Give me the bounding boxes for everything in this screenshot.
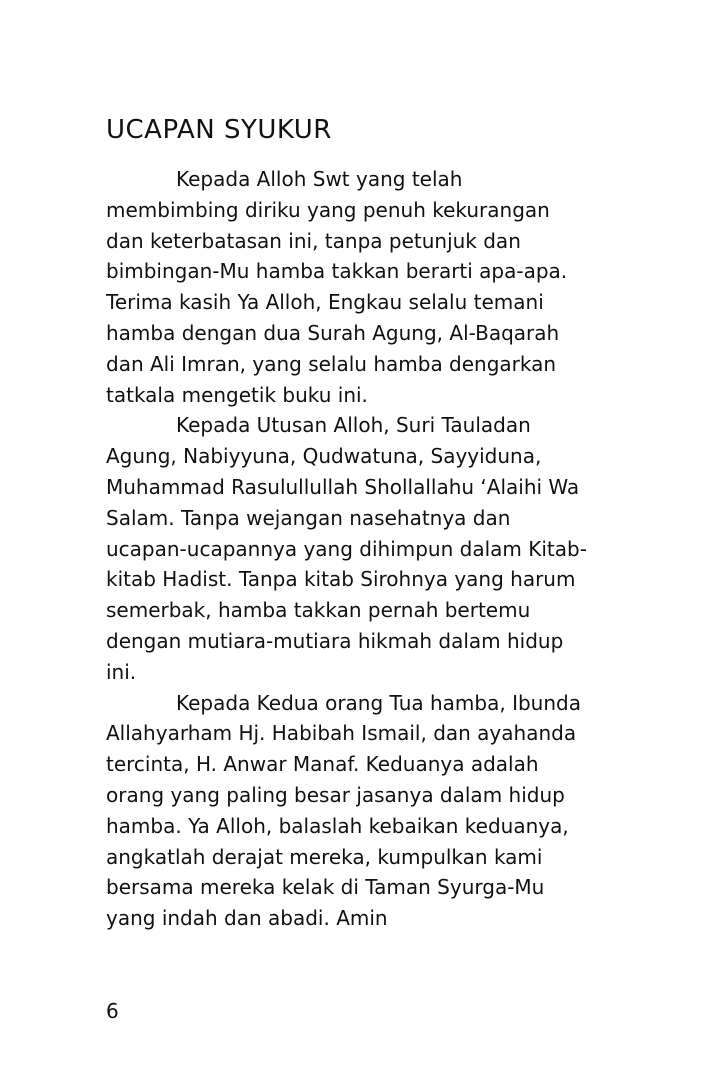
paragraph-line: Muhammad Rasulullullah Shollallahu ‘Alaihi Wa: [106, 474, 580, 499]
paragraph-line: yang indah dan abadi. Amin: [106, 906, 388, 931]
paragraph-line: orang yang paling besar jasanya dalam hidup: [106, 782, 565, 807]
paragraph-line: hamba dengan dua Surah Agung, Al-Baqarah: [106, 320, 560, 345]
body-text: [106, 164, 628, 934]
paragraph-line: ini.: [106, 659, 137, 684]
page-title: UCAPAN SYUKUR: [106, 115, 332, 145]
paragraph-line: membimbing diriku yang penuh kekurangan: [106, 197, 550, 222]
paragraph-line: Kepada Alloh Swt yang telah: [176, 167, 463, 191]
paragraph-line: tercinta, H. Anwar Manaf. Keduanya adalah: [106, 752, 539, 777]
paragraph-line: dan Ali Imran, yang selalu hamba dengarkan: [106, 351, 557, 376]
paragraph-line: Kepada Kedua orang Tua hamba, Ibunda: [176, 690, 581, 715]
paragraph-line: dan keterbatasan ini, tanpa petunjuk dan: [106, 228, 521, 253]
paragraph-line: hamba. Ya Alloh, balaslah kebaikan keduanya,: [106, 813, 569, 838]
page-number: 6: [106, 999, 119, 1023]
paragraph-line: Salam. Tanpa wejangan nasehatnya dan: [106, 505, 511, 530]
paragraph-line: bersama mereka kelak di Taman Syurga-Mu: [106, 875, 545, 900]
paragraph-line: Allahyarham Hj. Habibah Ismail, dan ayahanda: [106, 721, 577, 746]
paragraph-line: Kepada Utusan Alloh, Suri Tauladan: [176, 413, 531, 438]
paragraph-line: semerbak, hamba takkan pernah bertemu: [106, 598, 531, 623]
paragraph-line: ucapan-ucapannya yang dihimpun dalam Kitab-: [106, 536, 587, 561]
paragraph-line: tatkala mengetik buku ini.: [106, 382, 368, 407]
paragraph-line: bimbingan-Mu hamba takkan berarti apa-apa.: [106, 259, 568, 284]
paragraph-line: dengan mutiara-mutiara hikmah dalam hidup: [106, 628, 564, 653]
paragraph-line: kitab Hadist. Tanpa kitab Sirohnya yang harum: [106, 567, 576, 592]
paragraph-line: angkatlah derajat mereka, kumpulkan kami: [106, 844, 543, 869]
paragraph-line: Agung, Nabiyyuna, Qudwatuna, Sayyiduna,: [106, 444, 542, 469]
paragraph-line: Terima kasih Ya Alloh, Engkau selalu temani: [106, 290, 544, 315]
